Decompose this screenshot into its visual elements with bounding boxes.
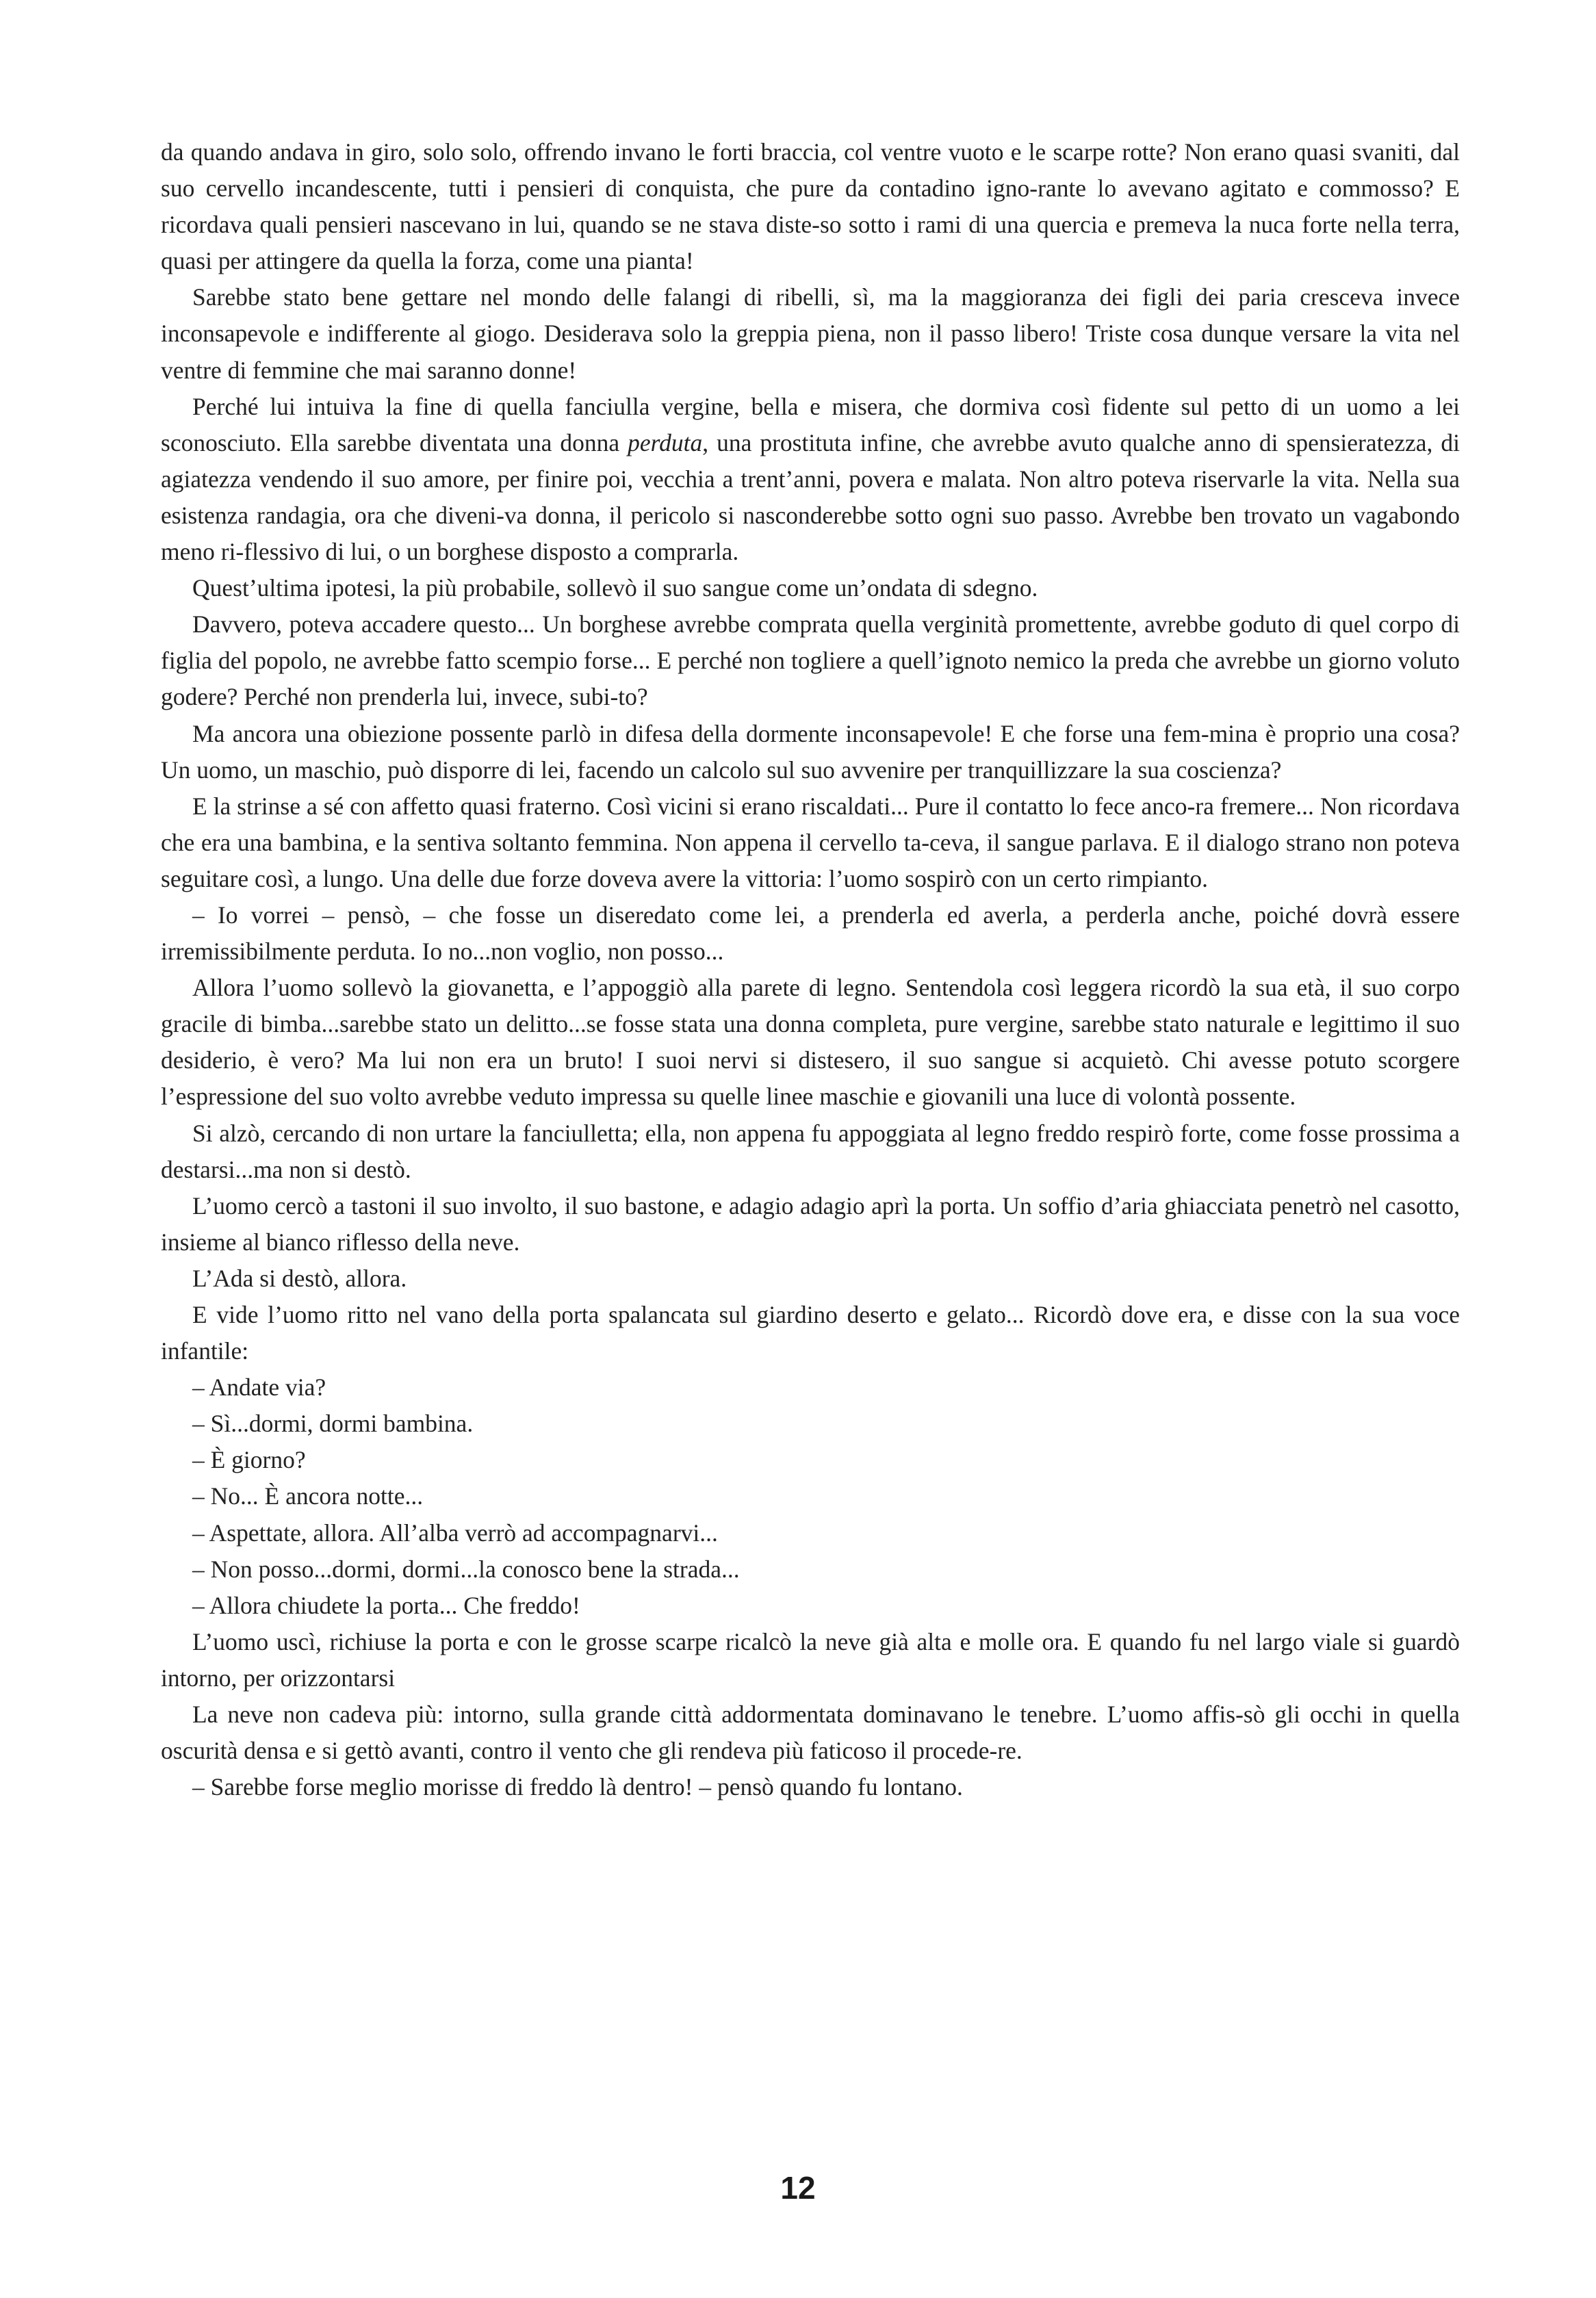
dialogue-line: – Sarebbe forse meglio morisse di freddo là dentro! – pensò quando fu lontano.: [192, 1773, 963, 1801]
dialogue-line: – Sì...dormi, dormi bambina.: [192, 1410, 474, 1438]
paragraph-text: Perché lui intuiva la fine di quella fanciulla vergine, bella e misera, che dormiva così fidente sul petto di un uomo a lei sconosciuto. Ella sarebbe diventata una donna perduta, una prostituta infine, che avrebbe avuto qualche anno di spensieratezza, di agiatezza vendendo il suo amore, per finire poi, vecchia a trent’anni, povera e malata. Non altro poteva riservarle la vita. Nella sua esistenza randagia, ora che diveni-va donna, il pericolo si nasconderebbe sotto ogni suo passo. Avrebbe ben trovato un vagabondo meno ri-flessivo di lui, o un borghese disposto a comprarla.: [161, 392, 1460, 566]
paragraph: da quando andava in giro, solo solo, offrendo invano le forti braccia, col ventre vuoto e le scarpe rotte? Non erano quasi svaniti, dal suo cervello incandescente, tutti i pensieri di conquista, che pure da contadino igno-rante lo avevano agitato e commosso? E ricordava quali pensieri nascevano in lui, quando se ne stava diste-so sotto i rami di una quercia e premeva la nuca forte nella terra, quasi per attingere da quella la forza, come una pianta!: [161, 138, 1460, 275]
paragraph: Davvero, poteva accadere questo... Un borghese avrebbe comprata quella verginità promettente, avrebbe goduto di quel corpo di figlia del popolo, ne avrebbe fatto scempio forse... E perché non togliere a quell’ignoto nemico la preda che avrebbe un giorno voluto godere? Perché non prenderla lui, invece, subi-to?: [161, 610, 1460, 711]
paragraph: L’uomo cercò a tastoni il suo involto, il suo bastone, e adagio adagio aprì la porta. Un soffio d’aria ghiacciata penetrò nel casotto, insieme al bianco riflesso della neve.: [161, 1191, 1460, 1256]
emphasis-text: perduta: [628, 428, 703, 456]
paragraph: Quest’ultima ipotesi, la più probabile, sollevò il suo sangue come un’ondata di sdegno.: [192, 574, 1038, 602]
paragraph: – Io vorrei – pensò, – che fosse un diseredato come lei, a prenderla ed averla, a perderla anche, poiché dovrà essere irremissibilmente perduta. Io no...non voglio, non posso...: [161, 901, 1460, 966]
paragraph: [161, 389, 1460, 570]
paragraph: Si alzò, cercando di non urtare la fanciulletta; ella, non appena fu appoggiata al legno freddo respirò forte, come fosse prossima a destarsi...ma non si destò.: [161, 1119, 1460, 1183]
paragraph: E la strinse a sé con affetto quasi fraterno. Così vicini si erano riscaldati... Pure il contatto lo fece anco-ra fremere... Non ricordava che era una bambina, e la sentiva soltanto femmina. Non appena il cervello ta-ceva, il sangue parlava. E il dialogo strano non poteva seguitare così, a lungo. Una delle due forze doveva avere la vittoria: l’uomo sospirò con un certo rimpianto.: [161, 792, 1460, 892]
dialogue-line: – Andate via?: [192, 1373, 326, 1402]
dialogue-line: – No... È ancora notte...: [192, 1482, 424, 1510]
paragraph: Allora l’uomo sollevò la giovanetta, e l’appoggiò alla parete di legno. Sentendola così leggera ricordò la sua età, il suo corpo gracile di bimba...sarebbe stato un delitto...se fosse stata una donna completa, pure vergine, sarebbe stato naturale e legittimo il suo desiderio, è vero? Ma lui non era un bruto! I suoi nervi si distesero, il suo sangue si acquietò. Chi avesse potuto scorgere l’espressione del suo volto avrebbe veduto impressa su quelle linee maschie e giovanili una luce di volontà possente.: [161, 974, 1460, 1111]
dialogue-line: – Non posso...dormi, dormi...la conosco bene la strada...: [192, 1555, 740, 1583]
paragraph: E vide l’uomo ritto nel vano della porta spalancata sul giardino deserto e gelato... Ricordò dove era, e disse con la sua voce infantile:: [161, 1301, 1460, 1365]
paragraph: L’uomo uscì, richiuse la porta e con le grosse scarpe ricalcò la neve già alta e molle ora. E quando fu nel largo viale si guardò intorno, per orizzontarsi: [161, 1627, 1460, 1692]
paragraph: La neve non cadeva più: intorno, sulla grande città addormentata dominavano le tenebre. L’uomo affis-sò gli occhi in quella oscurità densa e si gettò avanti, contro il vento che gli rendeva più faticoso il procede-re.: [161, 1701, 1460, 1765]
paragraph: L’Ada si destò, allora.: [192, 1264, 407, 1292]
dialogue-line: – Allora chiudete la porta... Che freddo!: [192, 1591, 580, 1619]
paragraph: Sarebbe stato bene gettare nel mondo delle falangi di ribelli, sì, ma la maggioranza dei figli dei paria cresceva invece inconsapevole e indifferente al giogo. Desiderava solo la greppia piena, non il passo libero! Triste cosa dunque versare la vita nel ventre di femmine che mai saranno donne!: [161, 283, 1460, 384]
paragraph: Ma ancora una obiezione possente parlò in difesa della dormente inconsapevole! E che forse una fem-mina è proprio una cosa? Un uomo, un maschio, può disporre di lei, facendo un calcolo sul suo avvenire per tranquillizzare la sua coscienza?: [161, 719, 1460, 784]
dialogue-line: – Aspettate, allora. All’alba verrò ad accompagnarvi...: [192, 1519, 718, 1547]
page-number: 12: [780, 2170, 816, 2206]
dialogue-line: – È giorno?: [192, 1446, 306, 1474]
body-text: [161, 134, 1460, 1805]
